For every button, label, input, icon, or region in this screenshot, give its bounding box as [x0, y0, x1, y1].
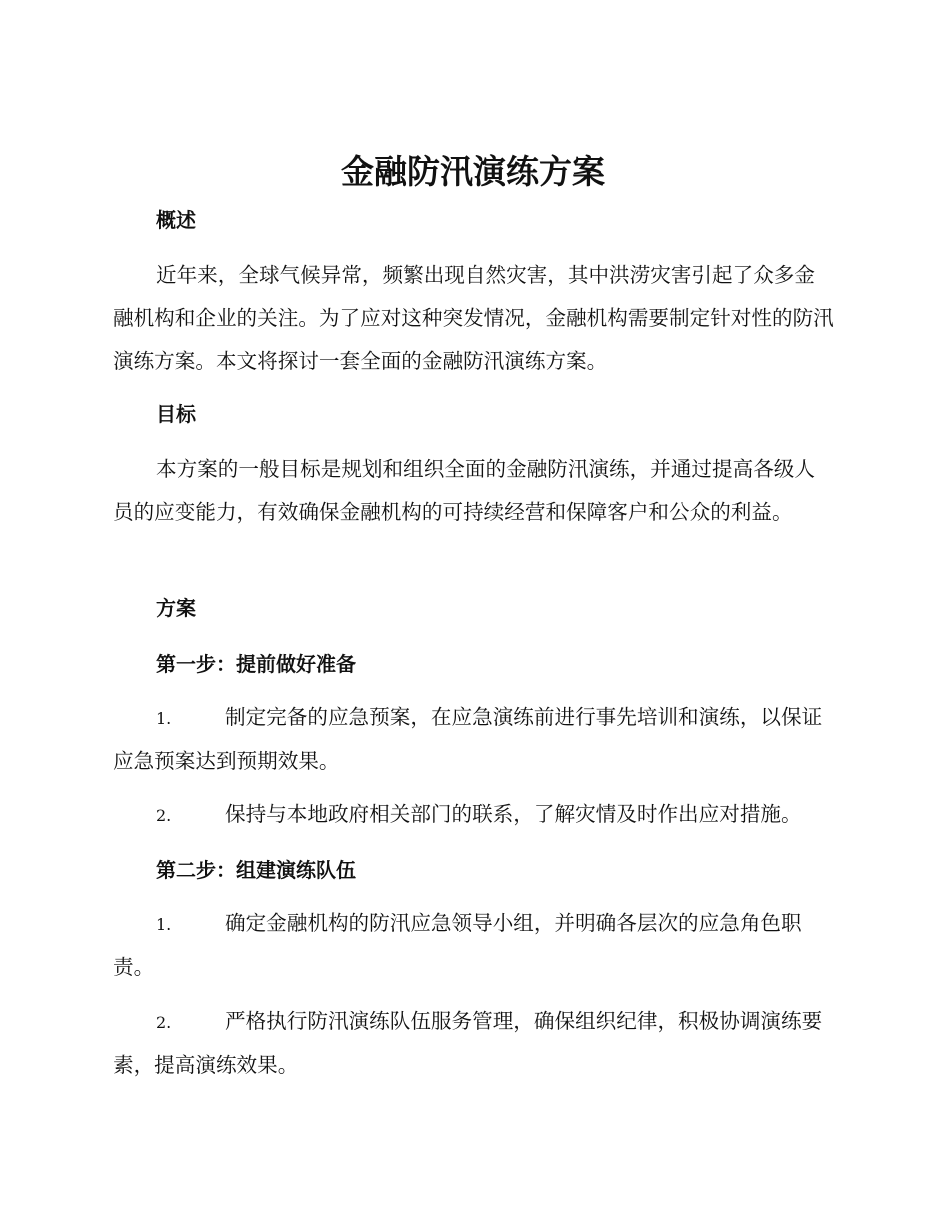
section-heading-goal: 目标 [156, 402, 196, 426]
list-number: 2. [156, 806, 172, 825]
list-number: 2. [156, 1013, 172, 1032]
overview-paragraph: 近年来，全球气候异常，频繁出现自然灾害，其中洪涝灾害引起了众多金融机构和企业的关注。为了应对这种突发情况，金融机构需要制定针对性的防汛演练方案。本文将探讨一套全面的金融防汛演练方案。 [113, 263, 834, 373]
section-heading-plan: 方案 [156, 596, 196, 620]
step-1-item-1 [113, 696, 835, 783]
list-item-text: 严格执行防汛演练队伍服务管理，确保组织纪律，积极协调演练要素，提高演练效果。 [113, 1009, 823, 1077]
list-item-text: 确定金融机构的防汛应急领导小组，并明确各层次的应急角色职责。 [113, 911, 802, 979]
list-item-text: 保持与本地政府相关部门的联系，了解灾情及时作出应对措施。 [225, 802, 802, 826]
list-item-text: 制定完备的应急预案，在应急演练前进行事先培训和演练，以保证应急预案达到预期效果。 [113, 705, 823, 773]
step-2-item-2 [113, 1000, 835, 1087]
step-2-item-1 [113, 902, 835, 989]
document-title: 金融防汛演练方案 [341, 152, 605, 191]
goal-paragraph: 本方案的一般目标是规划和组织全面的金融防汛演练，并通过提高各级人员的应变能力，有效确保金融机构的可持续经营和保障客户和公众的利益。 [113, 457, 815, 524]
step-2-heading: 第二步：组建演练队伍 [156, 858, 356, 882]
list-number: 1. [156, 915, 172, 934]
step-1-heading: 第一步：提前做好准备 [156, 652, 356, 676]
section-heading-overview: 概述 [156, 208, 196, 232]
list-number: 1. [156, 709, 172, 728]
step-1-item-2 [113, 793, 835, 837]
